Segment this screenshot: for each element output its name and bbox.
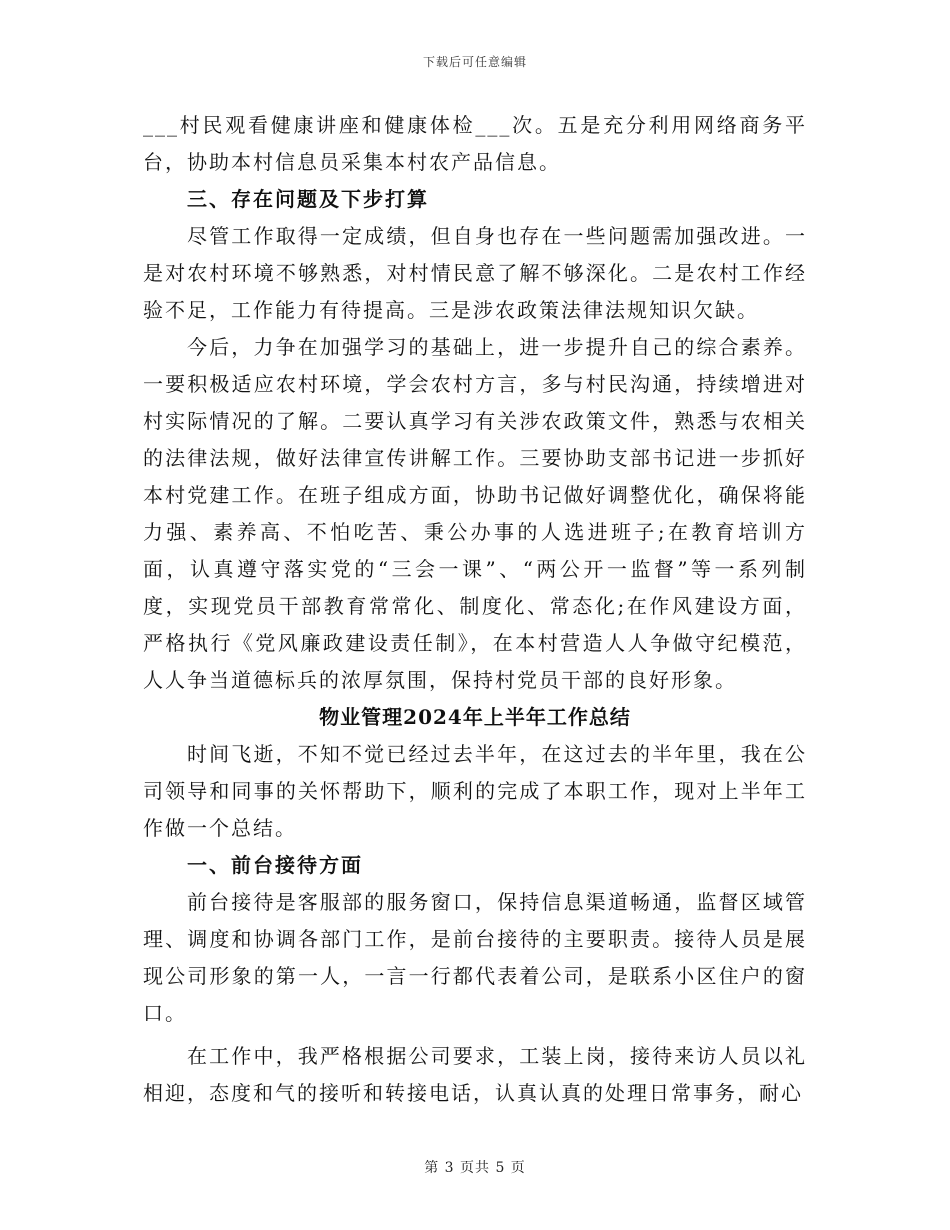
document-title: 物业管理2024年上半年工作总结 <box>319 705 631 729</box>
section-heading-issues: 三、存在问题及下步打算 <box>187 187 429 211</box>
page-footer: 第 3 页共 5 页 <box>424 1160 526 1176</box>
paragraph-continuation: ___村民观看健康讲座和健康体检___次。五是充分利用网络商务平台，协助本村信息员采集本村农产品信息。 <box>143 113 807 174</box>
paragraph-issues: 尽管工作取得一定成绩，但自身也存在一些问题需加强改进。一是对农村环境不够熟悉，对村情民意了解不够深化。二是农村工作经验不足，工作能力有待提高。三是涉农政策法律法规知识欠缺。 <box>143 224 807 322</box>
paragraph-intro: 时间飞逝，不知不觉已经过去半年，在这过去的半年里，我在公司领导和同事的关怀帮助下，顺利的完成了本职工作，现对上半年工作做一个总结。 <box>143 742 807 840</box>
page-header: 下载后可任意编辑 <box>422 55 527 69</box>
paragraph-reception: 前台接待是客服部的服务窗口，保持信息渠道畅通，监督区域管理、调度和协调各部门工作，是前台接待的主要职责。接待人员是展现公司形象的第一人，一言一行都代表着公司，是联系小区住户的窗口。 <box>143 890 807 1025</box>
paragraph-work: 在工作中，我严格根据公司要求，工装上岗，接待来访人员以礼相迎，态度和气的接听和转接电话，认真认真的处理日常事务，耐心 <box>143 1044 807 1105</box>
section-heading-reception: 一、前台接待方面 <box>187 853 363 877</box>
paragraph-plans: 今后，力争在加强学习的基础上，进一步提升自己的综合素养。一要积极适应农村环境，学会农村方言，多与村民沟通，持续增进对村实际情况的了解。二要认真学习有关涉农政策文件，熟悉与农相关的法律法规，做好法律宣传讲解工作。三要协助支部书记进一步抓好本村党建工作。在班子组成方面，协助书记做好调整优化，确保将能力强、素养高、不怕吃苦、秉公办事的人选进班子;在教育培训方面，认真遵守落实党的“三会一课”、“两公开一监督”等一系列制度，实现党员干部教育常常化、制度化、常态化;在作风建设方面，严格执行《党风廉政建设责任制》，在本村营造人人争做守纪模范，人人争当道德标兵的浓厚氛围，保持村党员干部的良好形象。 <box>143 335 807 692</box>
document-body <box>143 107 807 1112</box>
